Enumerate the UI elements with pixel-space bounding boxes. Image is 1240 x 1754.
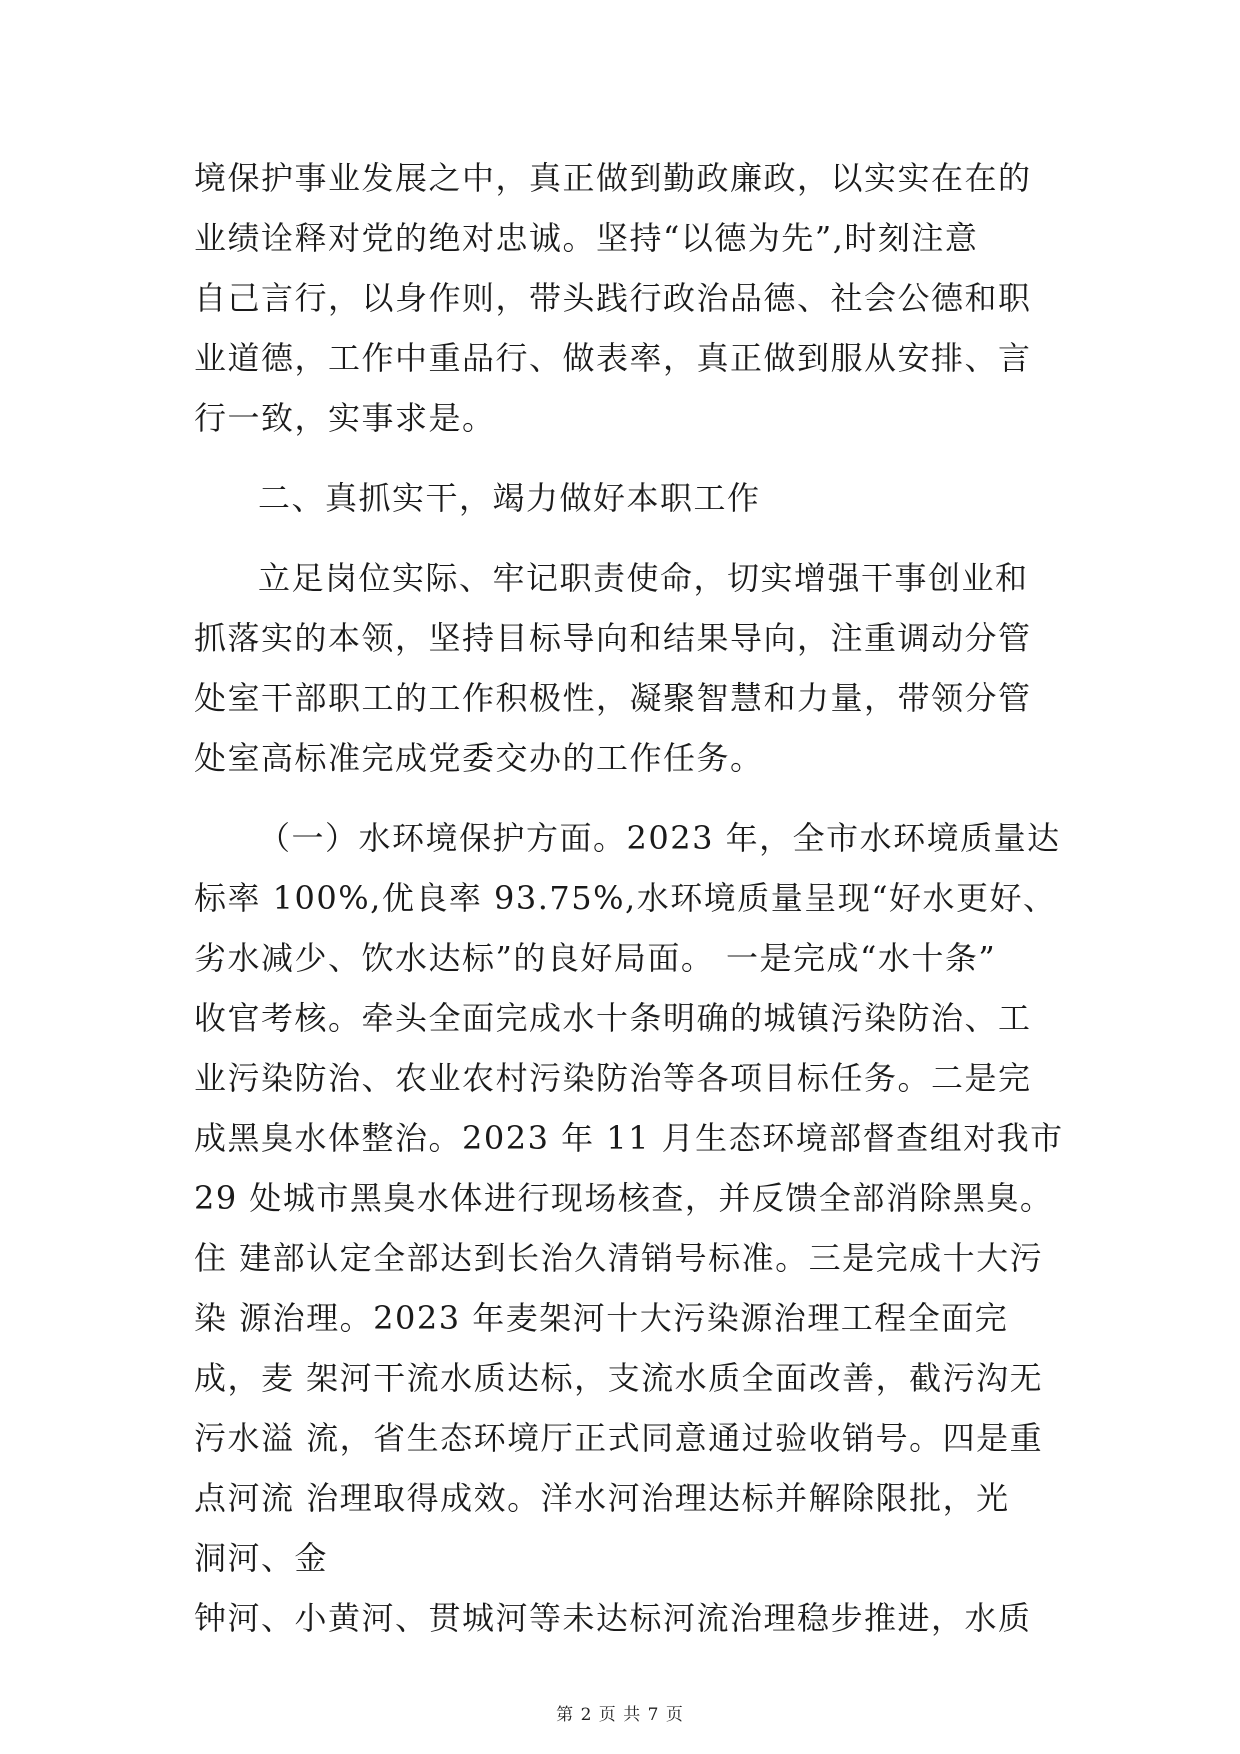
body-line: 行一致，实事求是。 bbox=[194, 399, 496, 437]
body-line: 境保护事业发展之中，真正做到勤政廉政，以实实在在的 bbox=[194, 159, 1032, 197]
body-line: 洞河、金 bbox=[194, 1539, 329, 1577]
body-line: 抓落实的本领，坚持目标导向和结果导向，注重调动分管 bbox=[194, 619, 1032, 657]
body-line: 业绩诠释对党的绝对忠诚。坚持“以德为先”,时刻注意 bbox=[194, 219, 979, 257]
page-number-footer: 第 2 页 共 7 页 bbox=[556, 1705, 684, 1725]
section-heading: 二、真抓实干，竭力做好本职工作 bbox=[258, 479, 761, 517]
body-line: 成黑臭水体整治。2023 年 11 月生态环境部督查组对我市 bbox=[194, 1119, 1064, 1157]
body-line: 污水溢 流，省生态环境厅正式同意通过验收销号。四是重 bbox=[194, 1419, 1044, 1457]
body-line: 住 建部认定全部达到长治久清销号标准。三是完成十大污 bbox=[194, 1239, 1044, 1277]
body-line: 标率 100%,优良率 93.75%,水环境质量呈现“好水更好、 bbox=[194, 879, 1057, 917]
body-line: 立足岗位实际、牢记职责使命，切实增强干事创业和 bbox=[258, 559, 1029, 597]
body-line: 处室干部职工的工作积极性，凝聚智慧和力量，带领分管 bbox=[194, 679, 1032, 717]
body-line: 收官考核。牵头全面完成水十条明确的城镇污染防治、工 bbox=[194, 999, 1032, 1037]
body-line: 染 源治理。2023 年麦架河十大污染源治理工程全面完 bbox=[194, 1299, 1009, 1337]
body-line: 自己言行，以身作则，带头践行政治品德、社会公德和职 bbox=[194, 279, 1032, 317]
body-line: 29 处城市黑臭水体进行现场核查，并反馈全部消除黑臭。 bbox=[194, 1179, 1054, 1217]
body-line: 成，麦 架河干流水质达标，支流水质全面改善，截污沟无 bbox=[194, 1359, 1044, 1397]
body-line: （一）水环境保护方面。2023 年，全市水环境质量达 bbox=[258, 819, 1061, 857]
body-line: 劣水减少、饮水达标”的良好局面。 一是完成“水十条” bbox=[194, 939, 997, 977]
body-line: 业道德，工作中重品行、做表率，真正做到服从安排、言 bbox=[194, 339, 1032, 377]
body-line: 处室高标准完成党委交办的工作任务。 bbox=[194, 739, 764, 777]
body-line: 点河流 治理取得成效。洋水河治理达标并解除限批，光 bbox=[194, 1479, 1010, 1517]
body-line: 业污染防治、农业农村污染防治等各项目标任务。二是完 bbox=[194, 1059, 1032, 1097]
body-line: 钟河、小黄河、贯城河等未达标河流治理稳步推进，水质 bbox=[194, 1599, 1032, 1637]
